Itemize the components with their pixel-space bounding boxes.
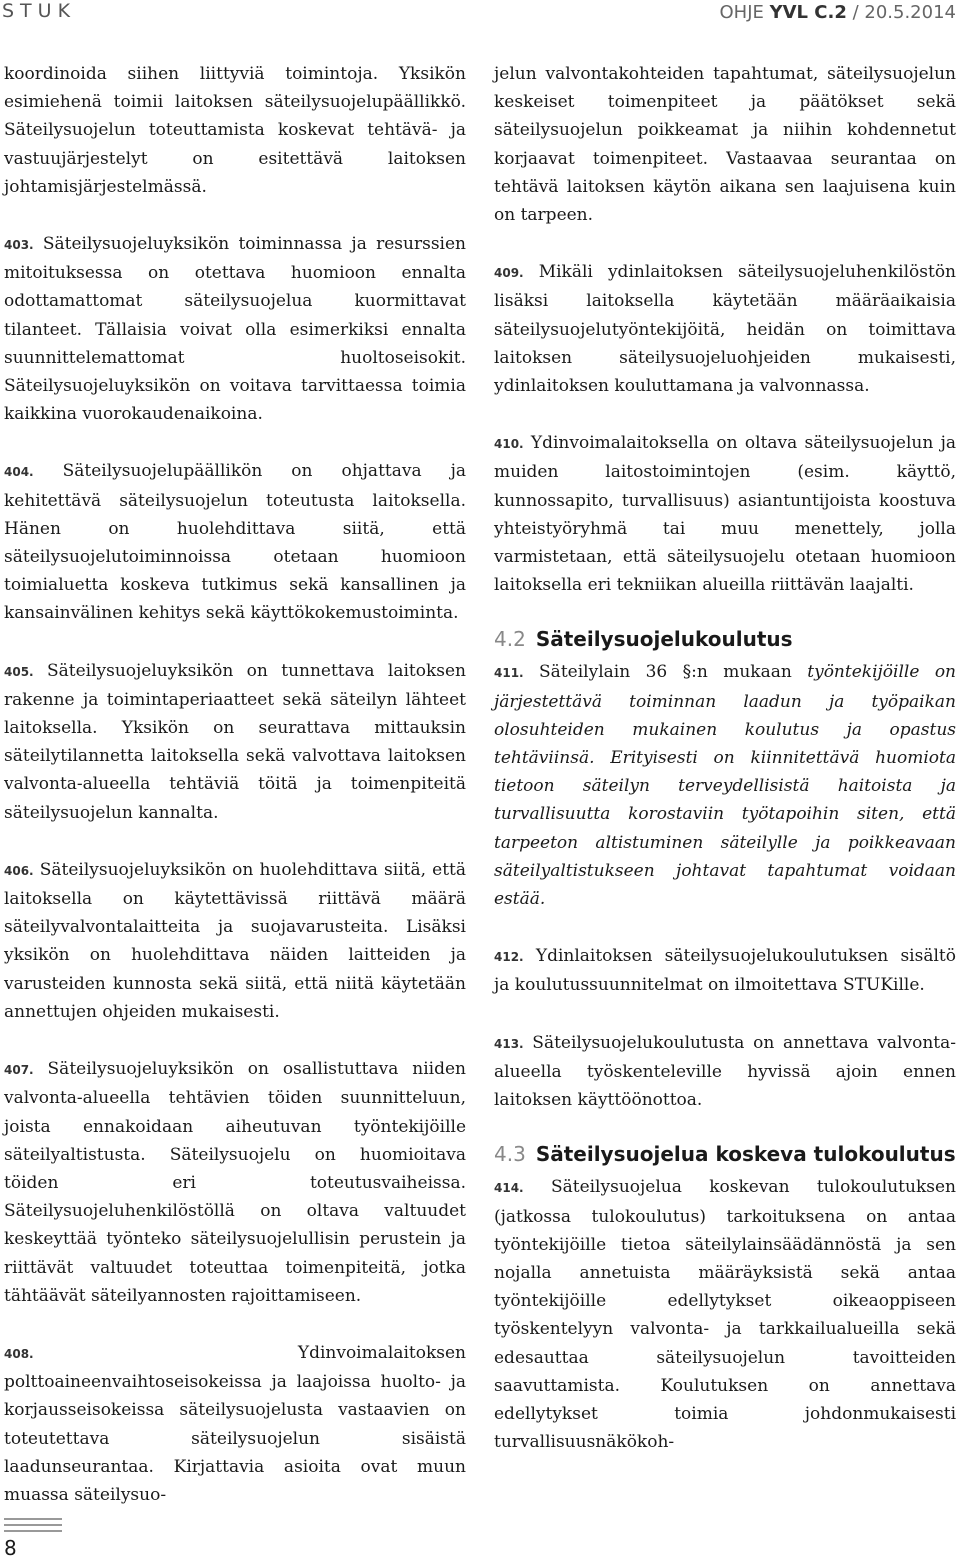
guide-reference: OHJE YVL C.2 / 20.5.2014 <box>719 2 956 23</box>
paragraph-number: 413. <box>494 1036 524 1051</box>
paragraph-412: 412. Ydinlaitoksen säteilysuojelukoulutuksen sisältö ja koulutussuunnitelmat on ilmoitettava STUKille. <box>494 946 956 996</box>
paragraph-number: 403. <box>4 238 34 253</box>
section-title: Säteilysuojelukoulutus <box>535 627 793 652</box>
paragraph-413: 413. Säteilysuojelukoulutusta on annettava valvonta-alueella työskenteleville hyvissä ajoin ennen laitoksen käyttöönottoa. <box>494 1032 956 1111</box>
page-header <box>0 0 960 30</box>
paragraph-403: 403. Säteilysuojeluyksikön toiminnassa ja resurssien mitoituksessa on otettava huomioon ennalta odottamattomat säteilysuojelua kuormittavat tilanteet. Tällaisia voivat olla esimerkiksi ennalta suunnittelemattomat huoltoseisokit. Säteilysuojeluyksikön on voitava tarvittaessa toimia kaikkina vuorokaudenaikoina. <box>4 234 466 425</box>
paragraph-409: 409. Mikäli ydinlaitoksen säteilysuojeluhenkilöstön lisäksi laitoksella käytetään määräaikaisia säteilysuojelutyöntekijöitä, heidän on toimittava laitoksen säteilysuojeluohjeiden mukaisesti, ydinlaitoksen kouluttamana ja valvonnassa. <box>494 262 956 397</box>
paragraph-continued: jelun valvontakohteiden tapahtumat, säteilysuojelun keskeiset toimenpiteet ja päätökset sekä säteilysuojelun poikkeamat ja niihin kohdennetut korjaavat toimenpiteet. Vastaavaa seurantaa on tehtävä laitoksen käytön aikana sen laajuisena kuin on tarpeen. <box>494 64 956 226</box>
paragraph-411: 411. Säteilylain 36 §:n mukaan työntekijöille on järjestettävä toiminnan laadun ja työpaikan olosuhteiden mukainen koulutus ja opastus tehtäviinsä. Erityisesti on kiinnitettävä huomiota tietoon säteilyn terveydellisistä haitoista ja turvallisuutta korostaviin työtapoihin siten, että tarpeeton altistuminen säteilylle ja poikkeavaan säteilyaltistukseen johtavat tapahtumat voidaan estää. <box>494 662 957 910</box>
right-column <box>494 60 956 1485</box>
paragraph-number: 404. <box>4 465 34 480</box>
paragraph-number: 406. <box>4 863 34 878</box>
paragraph-410: 410. Ydinvoimalaitoksella on oltava säteilysuojelun ja muiden laitostoimintojen (esim. käyttö, kunnossapito, turvallisuus) asiantuntijoista koostuva yhteistyöryhmä tai muu menettely, jolla varmistetaan, että säteilysuojelu otetaan huomioon laitoksella eri tekniikan alueilla riittävän laajalti. <box>494 433 956 596</box>
section-number: 4.2 <box>494 627 526 652</box>
page-footer <box>4 1518 64 1560</box>
paragraph-number: 414. <box>494 1181 524 1196</box>
section-heading-4-3 <box>494 1141 956 1167</box>
paragraph-408: 408. Ydinvoimalaitoksen polttoaineenvaihtoseisokeissa ja laajoissa huolto- ja korjausseisokeissa säteilysuojelusta vastaavien on toteutettava säteilysuojelun sisäistä laadunseurantaa. Kirjattavia asioita ovat muun muassa säteilysuo- <box>4 1342 466 1505</box>
paragraph-407: 407. Säteilysuojeluyksikön on osallistuttava niiden valvonta-alueella tehtävien töiden suunnitteluun, joista ennakoidaan aiheutuvan työntekijöille säteilyaltistusta. Säteilysuojelu on huomioitava töiden eri toteutusvaiheissa. Säteilysuojeluhenkilöstöllä on oltava valtuudet keskeyttää työnteko säteilysuojelullisin perustein ja riittävät valtuudet toteuttaa toimenpiteitä, jotka tähtäävät säteilyannosten rajoittamiseen. <box>4 1059 466 1306</box>
paragraph-404: 404. Säteilysuojelupäällikön on ohjattava ja kehitettävä säteilysuojelun toteutusta laitoksella. Hänen on huolehdittava siitä, että säteilysuojelutoiminnoissa otetaan huomioon toimialuetta koskeva tutkimus sekä kansallinen ja kansainvälinen kehitys sekä käyttökokemustoiminta. <box>4 461 466 624</box>
left-column <box>4 60 466 1538</box>
quoted-law-text: työntekijöille on järjestettävä toiminnan laadun ja työpaikan olosuhteiden mukainen koulutus ja opastus tehtäviinsä. Erityisesti on kiinnitettävä huomiota tietoon säteilyn terveydellisistä haitoista ja turvallisuutta korostaviin työtapoihin siten, että tarpeeton altistuminen säteilylle ja poikkeavaan säteilyaltistukseen johtavat tapahtumat voidaan estää. <box>494 662 957 910</box>
paragraph-414: 414. Säteilysuojelua koskevan tulokoulutuksen (jatkossa tulokoulutus) tarkoituksena on antaa työntekijöille tietoa säteilylainsäädännöstä ja sen nojalla annetuista määräyksistä sekä antaa työntekijöille edellytykset oikeaoppiseen työskentelyyn valvonta- ja tarkkailualueilla sekä edesauttaa säteilysuojelun tavoitteiden saavuttamista. Koulutuksen on annettava edellytykset toimia johdonmukaisesti turvallisuusnäkökoh- <box>494 1177 956 1453</box>
paragraph-continued: koordinoida siihen liittyviä toimintoja. Yksikön esimiehenä toimii laitoksen säteilysuojelupäällikkö. Säteilysuojelun toteuttamista koskevat tehtävä- ja vastuujärjestelyt on esitettävä laitoksen johtamisjärjestelmässä. <box>4 64 466 197</box>
section-title: Säteilysuojelua koskeva tulokoulutus <box>535 1142 956 1167</box>
paragraph-number: 409. <box>494 266 524 281</box>
paragraph-406: 406. Säteilysuojeluyksikön on huolehdittava siitä, että laitoksella on käytettävissä riittävä määrä säteilyvalvontalaitteita ja suojavarusteita. Lisäksi yksikön on huolehdittava näiden laitteiden ja varusteiden kunnosta sekä siitä, että niitä käytetään annettujen ohjeiden mukaisesti. <box>4 859 466 1022</box>
section-heading-4-2 <box>494 626 956 652</box>
paragraph-number: 408. <box>4 1346 34 1361</box>
footer-rule <box>4 1518 62 1532</box>
guide-code: YVL C.2 <box>769 2 847 23</box>
paragraph-405: 405. Säteilysuojeluyksikön on tunnettava laitoksen rakenne ja toimintaperiaatteet sekä säteilyn lähteet laitoksella. Yksikön on seurattava mittauksin säteilytilannetta laitoksella sekä valvottava laitoksen valvonta-alueella tehtäviä töitä ja toimenpiteitä säteilysuojelun kannalta. <box>4 660 466 823</box>
paragraph-number: 405. <box>4 664 34 679</box>
paragraph-number: 407. <box>4 1063 34 1078</box>
section-number: 4.3 <box>494 1142 526 1167</box>
paragraph-number: 411. <box>494 666 524 681</box>
stuk-brand: STUK <box>2 0 77 22</box>
page-number: 8 <box>4 1536 17 1560</box>
paragraph-number: 412. <box>494 950 524 965</box>
paragraph-number: 410. <box>494 437 524 452</box>
